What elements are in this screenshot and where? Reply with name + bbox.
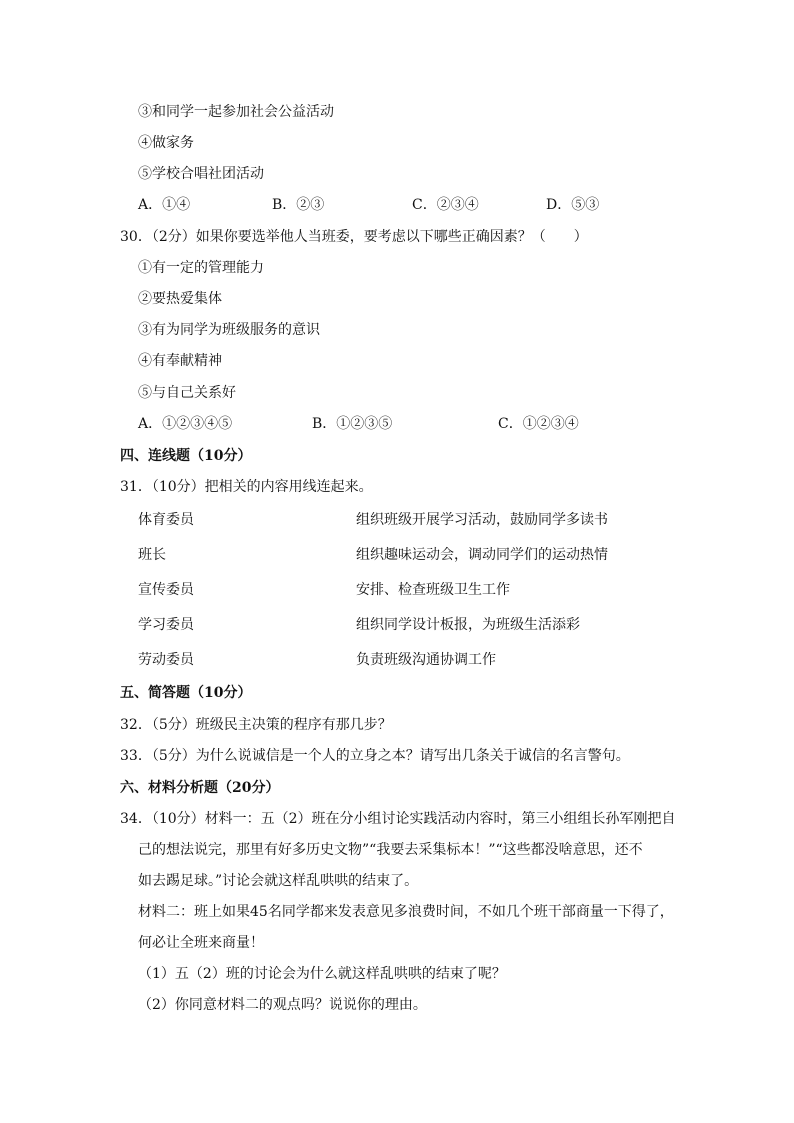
q30-item-2: ②要热爱集体 <box>138 291 222 307</box>
q30-option-c: C．①②③④ <box>498 416 579 432</box>
q30-option-b: B．①②③⑤ <box>312 416 393 432</box>
q29-option-d: D．⑤③ <box>546 197 600 213</box>
q29-option-a: A．①④ <box>138 197 191 213</box>
q34-sub-1: （1）五（2）班的讨论会为什么就这样乱哄哄的结束了呢？ <box>138 966 506 982</box>
q30-item-4: ④有奉献精神 <box>138 353 222 369</box>
q30-option-a: A．①②③④⑤ <box>138 416 233 432</box>
match-left-2: 班长 <box>138 547 166 563</box>
section-4-heading: 四、连线题（10分） <box>120 448 252 464</box>
section-6-heading: 六、材料分析题（20分） <box>120 780 280 796</box>
match-left-5: 劳动委员 <box>138 652 194 668</box>
q30-stem: 30．（2分）如果你要选举他人当班委，要考虑以下哪些正确因素？（ ） <box>120 229 588 245</box>
match-right-2: 组织趣味运动会，调动同学们的运动热情 <box>356 547 608 563</box>
section-5-heading: 五、简答题（10分） <box>120 685 252 701</box>
match-left-3: 宣传委员 <box>138 582 194 598</box>
material-2-line-1: 材料二：班上如果45名同学都来发表意见多浪费时间，不如几个班干部商量一下得了， <box>138 904 674 920</box>
q29-item-4: ④做家务 <box>138 135 194 151</box>
q31-stem: 31．（10分）把相关的内容用线连起来。 <box>120 479 373 495</box>
match-right-1: 组织班级开展学习活动，鼓励同学多读书 <box>356 512 608 528</box>
q29-option-b: B．②③ <box>272 197 325 213</box>
match-left-1: 体育委员 <box>138 512 194 528</box>
q29-item-3: ③和同学一起参加社会公益活动 <box>138 104 334 120</box>
q30-item-3: ③有为同学为班级服务的意识 <box>138 322 320 338</box>
q29-option-c: C．②③④ <box>412 197 479 213</box>
q34-line-1: 34．（10分）材料一：五（2）班在分小组讨论实践活动内容时，第三小组组长孙军刚把自 <box>120 811 676 827</box>
q29-item-5: ⑤学校合唱社团活动 <box>138 166 264 182</box>
q34-sub-2: （2）你同意材料二的观点吗？说说你的理由。 <box>138 997 427 1013</box>
q30-item-5: ⑤与自己关系好 <box>138 385 236 401</box>
match-right-3: 安排、检查班级卫生工作 <box>356 582 510 598</box>
match-right-4: 组织同学设计板报，为班级生活添彩 <box>356 617 580 633</box>
q30-item-1: ①有一定的管理能力 <box>138 260 264 276</box>
match-right-5: 负责班级沟通协调工作 <box>356 652 496 668</box>
q33: 33．（5分）为什么说诚信是一个人的立身之本？请写出几条关于诚信的名言警句。 <box>120 748 630 764</box>
q34-line-2: 己的想法说完，那里有好多历史文物”“我要去采集标本！”“这些都没啥意思，还不 <box>138 842 643 858</box>
match-left-4: 学习委员 <box>138 617 194 633</box>
q32: 32．（5分）班级民主决策的程序有那几步？ <box>120 717 392 733</box>
material-2-line-2: 何必让全班来商量！ <box>138 935 264 951</box>
q34-line-3: 如去踢足球。”讨论会就这样乱哄哄的结束了。 <box>138 873 419 889</box>
